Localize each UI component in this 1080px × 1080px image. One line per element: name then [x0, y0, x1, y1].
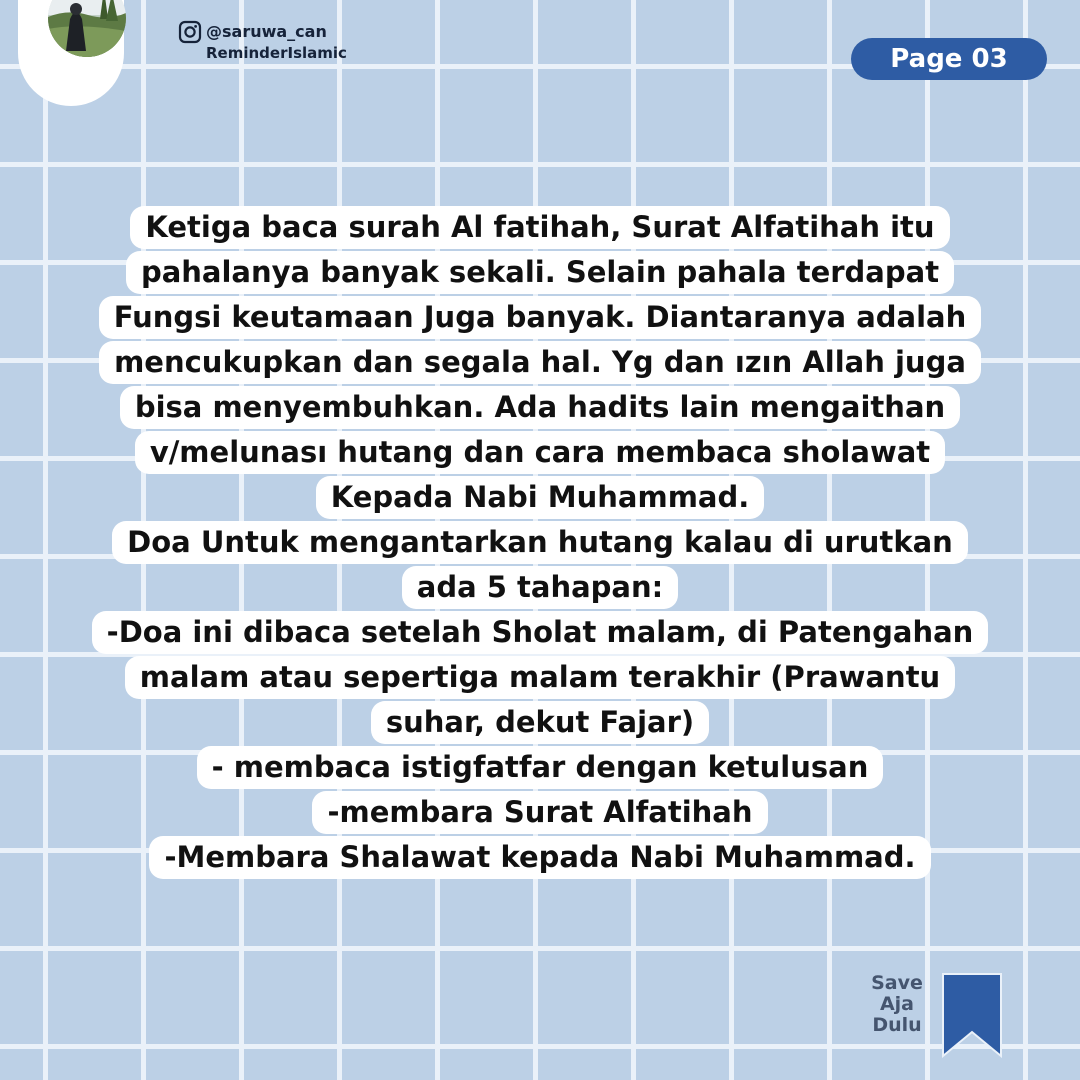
text-line: pahalanya banyak sekali. Selain pahala terdapat [126, 251, 954, 294]
text-line: mencukupkan dan segala hal. Yg dan ızın Allah juga [99, 341, 981, 384]
text-line: -Membara Shalawat kepada Nabi Muhammad. [149, 836, 930, 879]
article-text [60, 204, 1020, 879]
avatar-frame [18, 0, 124, 106]
text-line: bisa menyembuhkan. Ada hadits lain mengaithan [120, 386, 960, 429]
text-line: Kepada Nabi Muhammad. [316, 476, 765, 519]
text-line: - membaca istigfatfar dengan ketulusan [197, 746, 884, 789]
instagram-handle[interactable]: @saruwa_can [206, 22, 327, 41]
account-name: ReminderIslamic [206, 44, 347, 62]
text-line: Ketiga baca surah Al fatihah, Surat Alfatihah itu [130, 206, 949, 249]
save-label: Save Aja Dulu [871, 972, 923, 1036]
text-line: -membara Surat Alfatihah [312, 791, 767, 834]
page-number-badge: Page 03 [851, 38, 1047, 80]
text-line: malam atau sepertiga malam terakhir (Prawantu [125, 656, 955, 699]
text-line: Doa Untuk mengantarkan hutang kalau di urutkan [112, 521, 968, 564]
bookmark-icon[interactable] [941, 972, 1003, 1062]
text-line: ada 5 tahapan: [402, 566, 679, 609]
account-info [178, 20, 347, 62]
text-line: v/melunası hutang dan cara membaca sholawat [135, 431, 945, 474]
avatar[interactable] [48, 0, 126, 57]
avatar-photo [48, 0, 126, 57]
text-line: -Doa ini dibaca setelah Sholat malam, di Patengahan [92, 611, 989, 654]
text-line: Fungsi keutamaan Juga banyak. Diantaranya adalah [99, 296, 982, 339]
instagram-icon [178, 20, 202, 44]
text-line: suhar, dekut Fajar) [371, 701, 709, 744]
